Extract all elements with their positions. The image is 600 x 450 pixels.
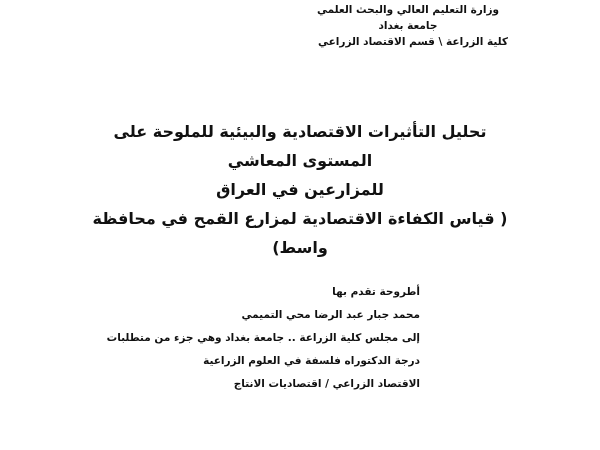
- ministry-name: وزارة التعليم العالي والبحث العلمي: [316, 4, 500, 16]
- title-line-2: للمزارعين في العراق: [216, 180, 384, 199]
- author-name: محمد جبار عبد الرضا محي التميمي: [241, 309, 420, 321]
- submission-block: [106, 282, 420, 397]
- university-name: جامعة بغداد: [378, 20, 438, 32]
- thesis-by-label: أطروحة تقدم بها: [332, 286, 420, 298]
- title-line-1: تحليل التأثيرات الاقتصادية والبيئية للملوحة على المستوى المعاشي: [113, 122, 487, 170]
- specialization: الاقتصاد الزراعي / اقتصاديات الانتاج: [233, 378, 420, 390]
- thesis-title: [80, 117, 520, 262]
- institution-header: [308, 2, 508, 50]
- degree-name: درجة الدكتوراه فلسفة في العلوم الزراعية: [203, 355, 420, 367]
- college-department: كلية الزراعة \ قسم الاقتصاد الزراعي: [318, 36, 508, 48]
- council-statement: إلى مجلس كلية الزراعة .. جامعة بغداد وهي جزء من متطلبات: [106, 332, 420, 344]
- title-line-3: ( قياس الكفاءة الاقتصادية لمزارع القمح في محافظة واسط): [92, 209, 508, 257]
